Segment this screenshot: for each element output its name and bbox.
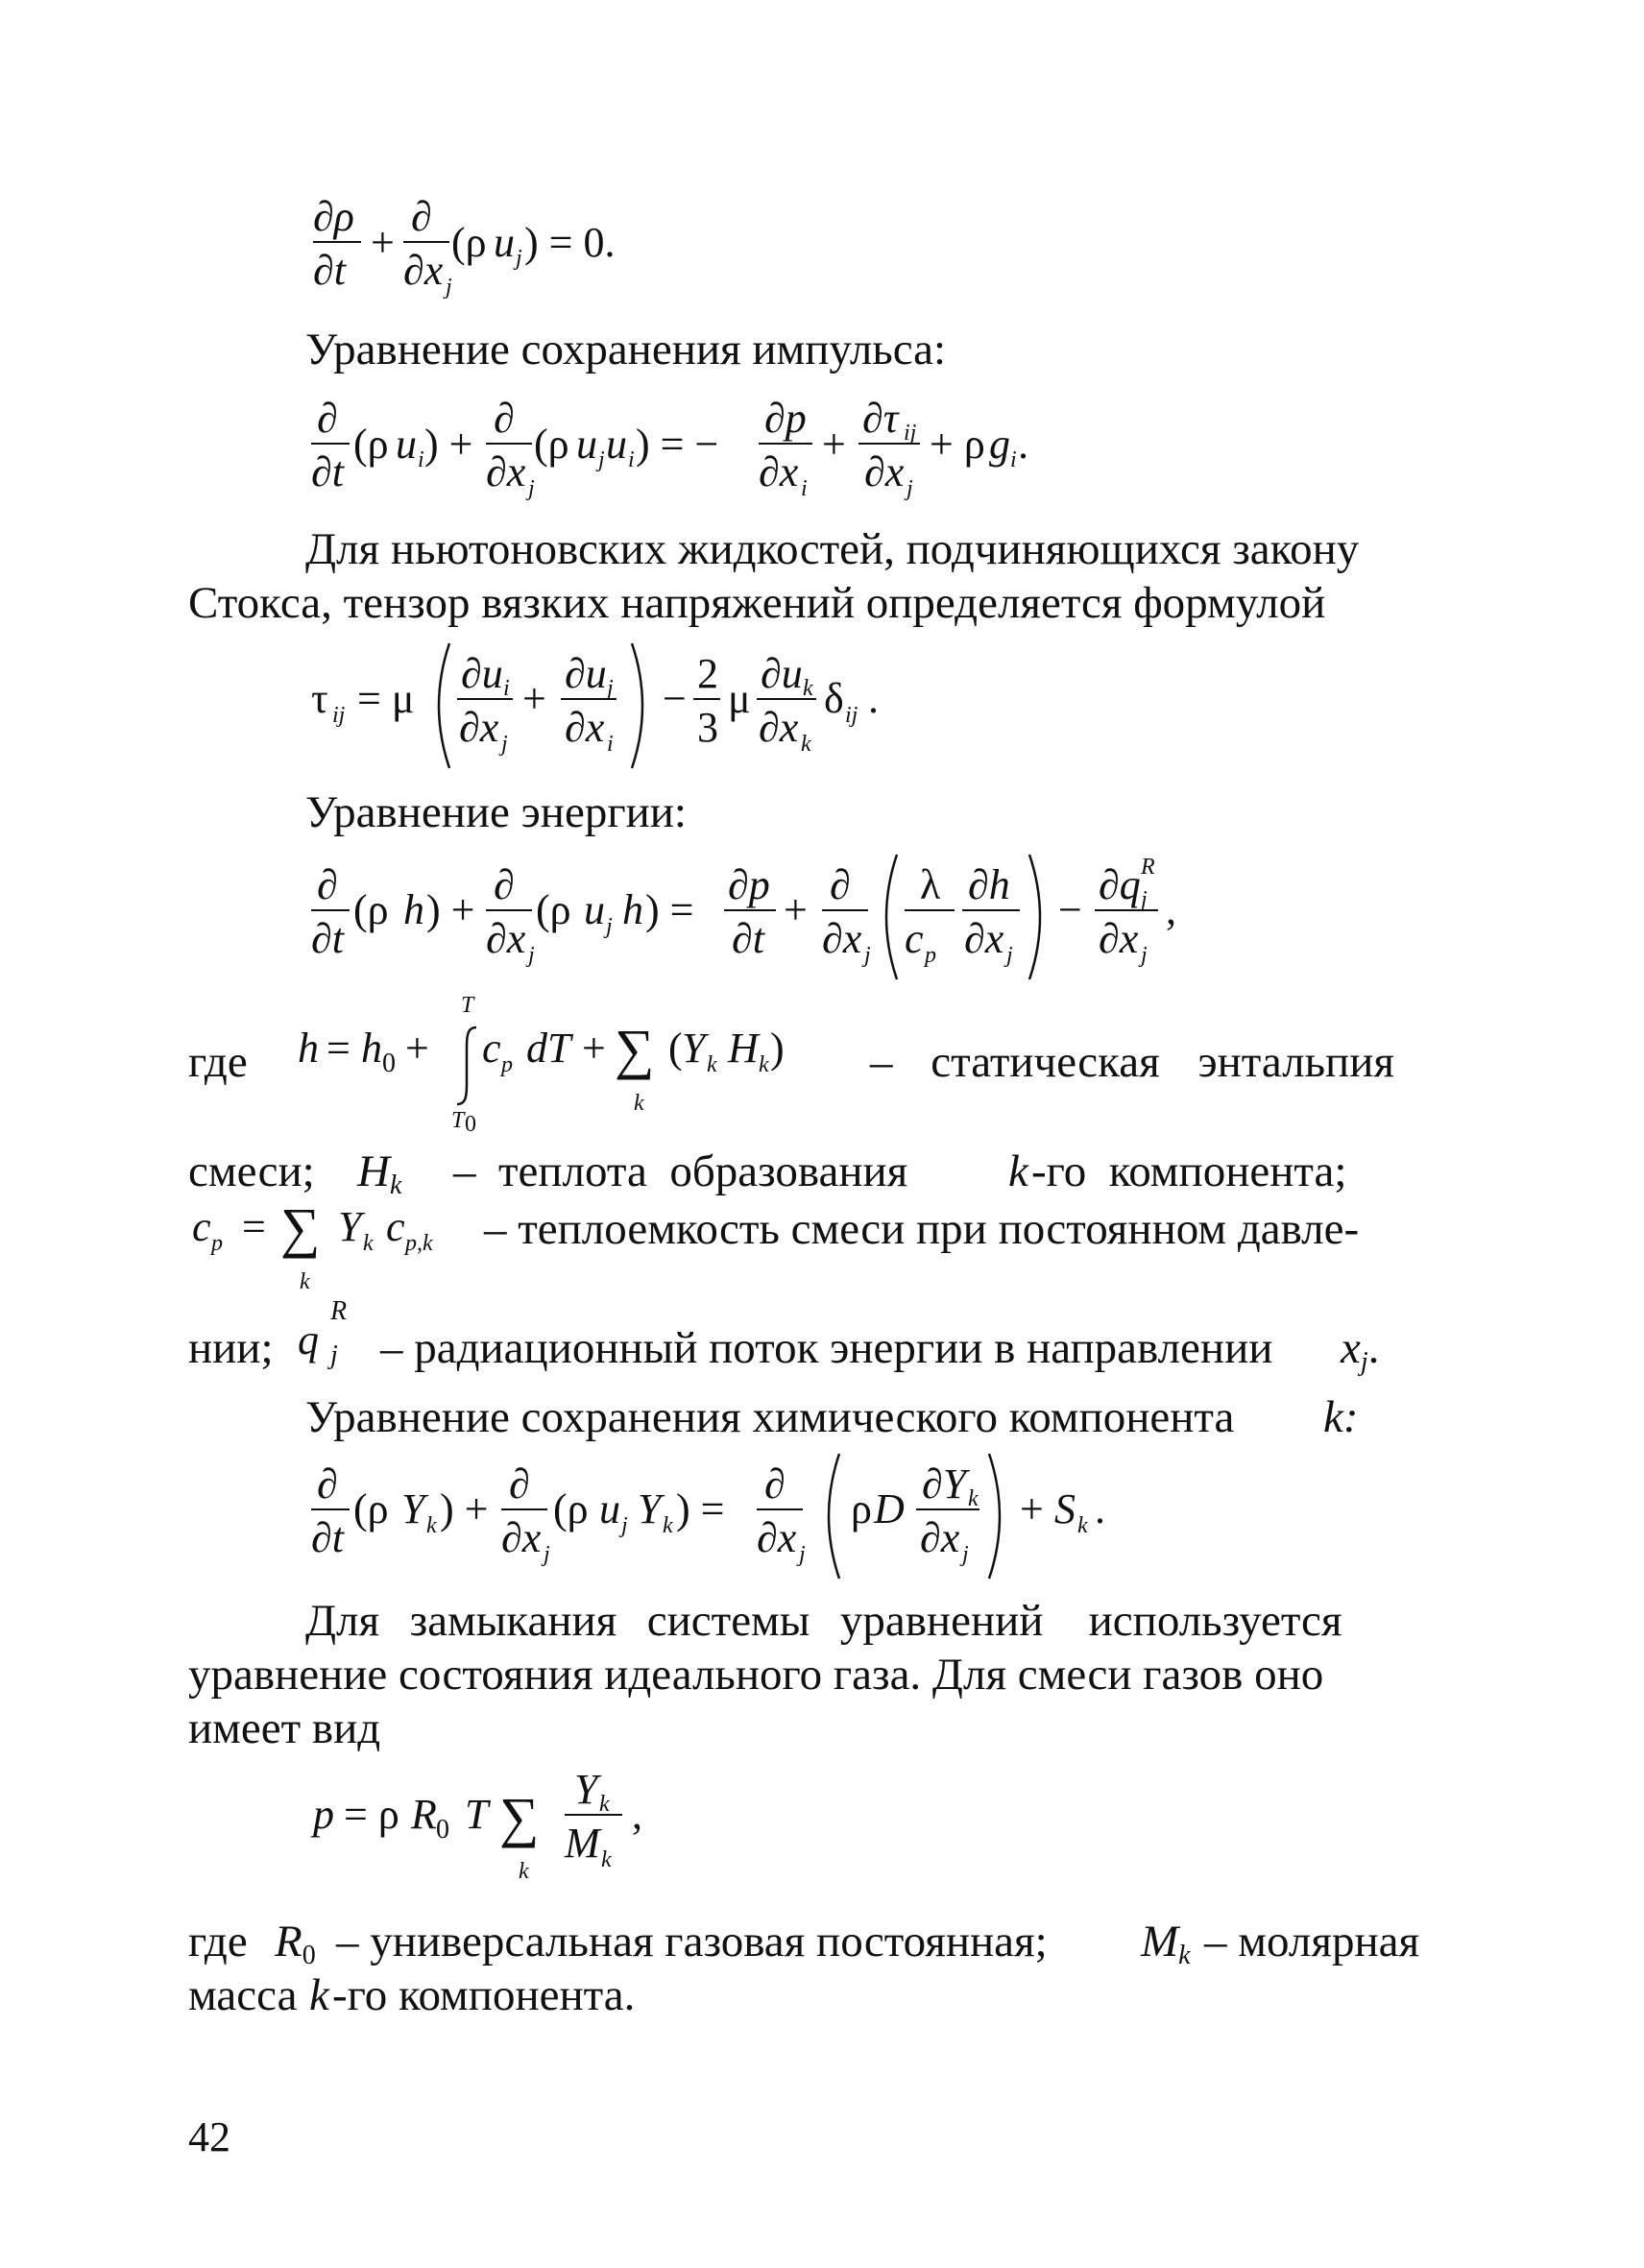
svg-text:Y: Y xyxy=(638,1485,662,1532)
svg-text:h: h xyxy=(298,1025,319,1072)
svg-text:p: p xyxy=(211,1231,223,1256)
svg-text:j: j xyxy=(1141,943,1148,968)
svg-text:j: j xyxy=(1141,887,1148,912)
svg-text:k: k xyxy=(363,1231,374,1256)
svg-text:S: S xyxy=(1054,1485,1076,1532)
svg-text:j: j xyxy=(528,943,535,968)
svg-text:(ρ: (ρ xyxy=(353,1485,389,1532)
svg-text:(ρ: (ρ xyxy=(536,886,571,933)
svg-text:(ρ: (ρ xyxy=(353,421,389,468)
svg-text:−: − xyxy=(663,675,687,722)
svg-text:,: , xyxy=(1166,886,1176,933)
svg-text:= μ: = μ xyxy=(357,675,415,722)
cp-formula xyxy=(188,1187,476,1303)
svg-text:∑: ∑ xyxy=(280,1196,321,1259)
final-line1-a: где xyxy=(188,1917,248,1966)
svg-text:∂x: ∂x xyxy=(565,704,605,751)
species-equation xyxy=(305,1444,1170,1599)
svg-text:i: i xyxy=(628,447,635,472)
stress-tensor-equation xyxy=(305,634,958,788)
svg-text:p: p xyxy=(925,943,936,968)
svg-text:τ: τ xyxy=(311,675,328,722)
svg-text:) = −: ) = − xyxy=(636,421,719,468)
svg-text:k: k xyxy=(426,1513,437,1538)
closure-line1: Для замыкания системы уравнений используется xyxy=(305,1596,1342,1646)
svg-text:Y: Y xyxy=(338,1203,362,1250)
svg-text:δ: δ xyxy=(824,675,844,722)
mixture-line-a: смеси; xyxy=(188,1146,315,1196)
svg-text:) +: ) + xyxy=(440,1485,489,1532)
svg-text:∂: ∂ xyxy=(494,395,515,442)
svg-text:k: k xyxy=(634,1091,644,1116)
svg-text:j: j xyxy=(799,1542,806,1567)
svg-text:h: h xyxy=(622,886,643,933)
svg-text:c: c xyxy=(482,1025,501,1072)
svg-text:k: k xyxy=(759,1052,769,1077)
svg-text:R: R xyxy=(411,1791,437,1838)
label-energy: Уравнение энергии: xyxy=(305,787,687,837)
svg-text:,: , xyxy=(632,1791,642,1838)
svg-text:+: + xyxy=(405,1025,429,1072)
svg-text:j: j xyxy=(598,447,605,472)
svg-text:(ρ: (ρ xyxy=(553,1485,589,1532)
svg-text:k: k xyxy=(1077,1513,1088,1538)
svg-text:∂x: ∂x xyxy=(486,448,526,495)
svg-text:T: T xyxy=(461,993,474,1018)
svg-text:∂u: ∂u xyxy=(565,650,607,697)
svg-text:i: i xyxy=(801,476,808,501)
svg-text:.: . xyxy=(868,675,879,722)
svg-text:H: H xyxy=(728,1025,759,1072)
svg-text:∂: ∂ xyxy=(411,193,432,240)
svg-text:) +: ) + xyxy=(426,886,475,933)
svg-text:∂t: ∂t xyxy=(313,247,346,294)
svg-text:h: h xyxy=(361,1025,382,1072)
svg-text:k: k xyxy=(601,1847,612,1872)
svg-text:∂t: ∂t xyxy=(311,448,344,495)
final-line2-k: k xyxy=(309,1970,329,2020)
svg-text:k: k xyxy=(519,1859,529,1884)
svg-text:∂: ∂ xyxy=(830,861,851,908)
svg-text:(ρ: (ρ xyxy=(534,421,569,468)
svg-text:j: j xyxy=(962,1542,969,1567)
svg-text:c: c xyxy=(905,915,924,962)
svg-text:T: T xyxy=(451,1108,465,1133)
svg-text:i: i xyxy=(418,447,424,472)
svg-text:∂x: ∂x xyxy=(920,1514,960,1561)
svg-text:∂t: ∂t xyxy=(311,915,344,962)
label-momentum: Уравнение сохранения импульса: xyxy=(305,325,947,374)
svg-text:u: u xyxy=(599,1485,620,1532)
svg-text:j: j xyxy=(501,732,508,757)
svg-text:j: j xyxy=(1006,943,1013,968)
final-line1-b: – универсальная газовая постоянная; xyxy=(336,1917,1048,1966)
svg-text:u: u xyxy=(494,219,515,266)
cp-desc: – теплоемкость смеси при постоянном давле- xyxy=(484,1204,1360,1254)
svg-text:k: k xyxy=(707,1052,717,1077)
svg-text:ρ: ρ xyxy=(851,1485,872,1532)
svg-text:+: + xyxy=(522,675,546,722)
svg-text:0: 0 xyxy=(436,1815,449,1845)
svg-text:dT: dT xyxy=(526,1025,571,1072)
svg-text:(: ( xyxy=(668,1025,683,1072)
para-newton-line1: Для ньютоновских жидкостей, подчиняющихся закону xyxy=(305,524,1360,574)
svg-text:λ: λ xyxy=(920,861,941,908)
svg-text:∂x: ∂x xyxy=(822,915,862,962)
svg-text:T: T xyxy=(465,1791,489,1838)
svg-text:.: . xyxy=(1018,421,1028,468)
svg-text:k: k xyxy=(300,1269,310,1294)
svg-text:∂τ: ∂τ xyxy=(862,395,899,442)
mixture-line-c: -го компонента; xyxy=(1031,1146,1347,1196)
svg-text:i: i xyxy=(607,732,614,757)
svg-text:0: 0 xyxy=(465,1112,476,1137)
svg-text:j: j xyxy=(446,275,452,300)
para-newton-line2: Стокса, тензор вязких напряжений определяется формулой xyxy=(188,578,1326,628)
svg-text:+: + xyxy=(784,886,808,933)
svg-text:μ: μ xyxy=(728,675,751,722)
svg-text:p: p xyxy=(501,1052,513,1077)
svg-text:∂x: ∂x xyxy=(486,915,526,962)
svg-text:) =: ) = xyxy=(645,886,694,933)
svg-text:=: = xyxy=(242,1203,266,1250)
svg-text:∂x: ∂x xyxy=(459,704,499,751)
svg-text:i: i xyxy=(503,676,510,701)
ideal-gas-equation xyxy=(305,1749,709,1904)
svg-text:∑: ∑ xyxy=(499,1786,540,1848)
svg-text:u: u xyxy=(576,421,597,468)
svg-text:): ) xyxy=(770,1025,785,1072)
svg-text:∂x: ∂x xyxy=(759,704,799,751)
svg-text:M: M xyxy=(565,1820,600,1867)
svg-text:(ρ: (ρ xyxy=(451,219,487,266)
svg-text:p,k: p,k xyxy=(405,1231,433,1256)
enthalpy-where: где xyxy=(188,1037,248,1087)
svg-text:u: u xyxy=(396,421,417,468)
svg-text:∂h: ∂h xyxy=(968,861,1010,908)
svg-text:∂: ∂ xyxy=(764,1460,786,1508)
svg-text:j: j xyxy=(607,676,614,701)
svg-text:+: + xyxy=(822,421,846,468)
svg-text:(ρ: (ρ xyxy=(353,886,389,933)
svg-text:i: i xyxy=(1010,447,1017,472)
svg-text:k: k xyxy=(968,1486,979,1511)
svg-text:p: p xyxy=(313,1791,334,1838)
mixture-h-symbol: Hk xyxy=(357,1146,402,1200)
svg-text:∂t: ∂t xyxy=(732,915,764,962)
svg-text:∂x: ∂x xyxy=(759,448,799,495)
svg-text:∂t: ∂t xyxy=(311,1514,344,1561)
svg-text:3: 3 xyxy=(697,704,718,751)
svg-text:j: j xyxy=(544,1542,550,1567)
svg-text:k: k xyxy=(599,1792,610,1817)
svg-text:q: q xyxy=(298,1316,319,1363)
final-r0-symbol: R0 xyxy=(275,1917,316,1970)
svg-text:∂: ∂ xyxy=(317,861,338,908)
svg-text:u: u xyxy=(606,421,627,468)
svg-text:j: j xyxy=(907,476,913,501)
svg-text:+: + xyxy=(371,219,395,266)
svg-text:∂ρ: ∂ρ xyxy=(313,193,354,240)
page-number: 42 xyxy=(188,2113,230,2160)
label-species: Уравнение сохранения химического компонента xyxy=(305,1392,1235,1442)
svg-text:Y: Y xyxy=(401,1485,425,1532)
svg-text:∂x: ∂x xyxy=(501,1514,542,1561)
svg-text:+: + xyxy=(582,1025,606,1072)
svg-text:∂x: ∂x xyxy=(1099,915,1139,962)
svg-text:∂x: ∂x xyxy=(864,448,905,495)
svg-text:) = 0.: ) = 0. xyxy=(524,219,616,266)
svg-text:) +: ) + xyxy=(424,421,473,468)
closure-line3: имеет вид xyxy=(188,1703,381,1753)
radiation-q-symbol xyxy=(294,1287,380,1393)
svg-text:R: R xyxy=(1141,855,1155,880)
svg-text:c: c xyxy=(386,1203,405,1250)
momentum-equation xyxy=(305,394,1074,519)
svg-text:∂x: ∂x xyxy=(757,1514,797,1561)
svg-text:j: j xyxy=(516,246,522,271)
svg-text:+ ρ: + ρ xyxy=(930,421,985,468)
svg-text:Y: Y xyxy=(574,1766,598,1813)
svg-text:∂x: ∂x xyxy=(403,247,444,294)
svg-text:k: k xyxy=(801,732,811,757)
radiation-xj-symbol: xj. xyxy=(1341,1323,1380,1377)
svg-text:∂u: ∂u xyxy=(461,650,503,697)
svg-text:∂: ∂ xyxy=(494,861,515,908)
svg-text:−: − xyxy=(1058,886,1082,933)
svg-text:ij: ij xyxy=(332,703,346,728)
radiation-desc: – радиационный поток энергии в направлении xyxy=(380,1323,1273,1373)
svg-text:2: 2 xyxy=(697,650,718,697)
svg-text:∂p: ∂p xyxy=(764,395,807,442)
svg-text:= ρ: = ρ xyxy=(344,1791,399,1838)
svg-text:∂: ∂ xyxy=(317,1460,338,1508)
svg-text:R: R xyxy=(330,1296,348,1326)
label-species-k: k: xyxy=(1323,1392,1359,1442)
svg-text:Y: Y xyxy=(682,1025,706,1072)
final-mk-symbol: Mk xyxy=(1141,1917,1191,1970)
svg-text:k: k xyxy=(803,676,813,701)
svg-text:j: j xyxy=(528,476,535,501)
svg-text:=: = xyxy=(326,1025,351,1072)
svg-text:∂u: ∂u xyxy=(761,650,803,697)
svg-text:∑: ∑ xyxy=(615,1018,655,1080)
svg-text:j: j xyxy=(864,943,871,968)
enthalpy-formula xyxy=(288,989,864,1144)
svg-text:u: u xyxy=(584,886,605,933)
svg-text:j: j xyxy=(330,1340,338,1370)
svg-text:+: + xyxy=(1020,1485,1044,1532)
closure-line2: уравнение состояния идеального газа. Для смеси газов оно xyxy=(188,1650,1324,1700)
svg-text:j: j xyxy=(621,1513,628,1538)
svg-text:∂Y: ∂Y xyxy=(922,1460,967,1508)
svg-text:ij: ij xyxy=(904,421,917,446)
svg-text:0: 0 xyxy=(382,1049,396,1078)
svg-text:j: j xyxy=(606,914,613,939)
svg-text:D: D xyxy=(874,1485,905,1532)
final-line2-b: -го компонента. xyxy=(332,1970,636,2020)
final-line1-c: – молярная xyxy=(1204,1917,1420,1966)
svg-text:c: c xyxy=(192,1203,211,1250)
continuity-equation xyxy=(305,192,709,318)
mixture-line-b: – теплота образования xyxy=(453,1146,908,1196)
final-line2-a: масса xyxy=(188,1970,298,2020)
svg-text:k: k xyxy=(663,1513,673,1538)
svg-text:.: . xyxy=(1095,1485,1105,1532)
svg-text:g: g xyxy=(989,421,1010,468)
svg-text:∂: ∂ xyxy=(509,1460,530,1508)
energy-equation xyxy=(305,845,1227,1000)
svg-text:∂q: ∂q xyxy=(1099,861,1141,908)
radiation-prefix: нии; xyxy=(188,1323,274,1373)
mixture-k-symbol: k xyxy=(1008,1146,1028,1196)
svg-text:∂x: ∂x xyxy=(964,915,1004,962)
enthalpy-desc: – статическая энтальпия xyxy=(870,1037,1394,1087)
svg-text:h: h xyxy=(403,886,424,933)
svg-text:∂p: ∂p xyxy=(728,861,770,908)
svg-text:ij: ij xyxy=(845,703,858,728)
svg-text:∂: ∂ xyxy=(317,395,338,442)
svg-text:) =: ) = xyxy=(676,1485,725,1532)
